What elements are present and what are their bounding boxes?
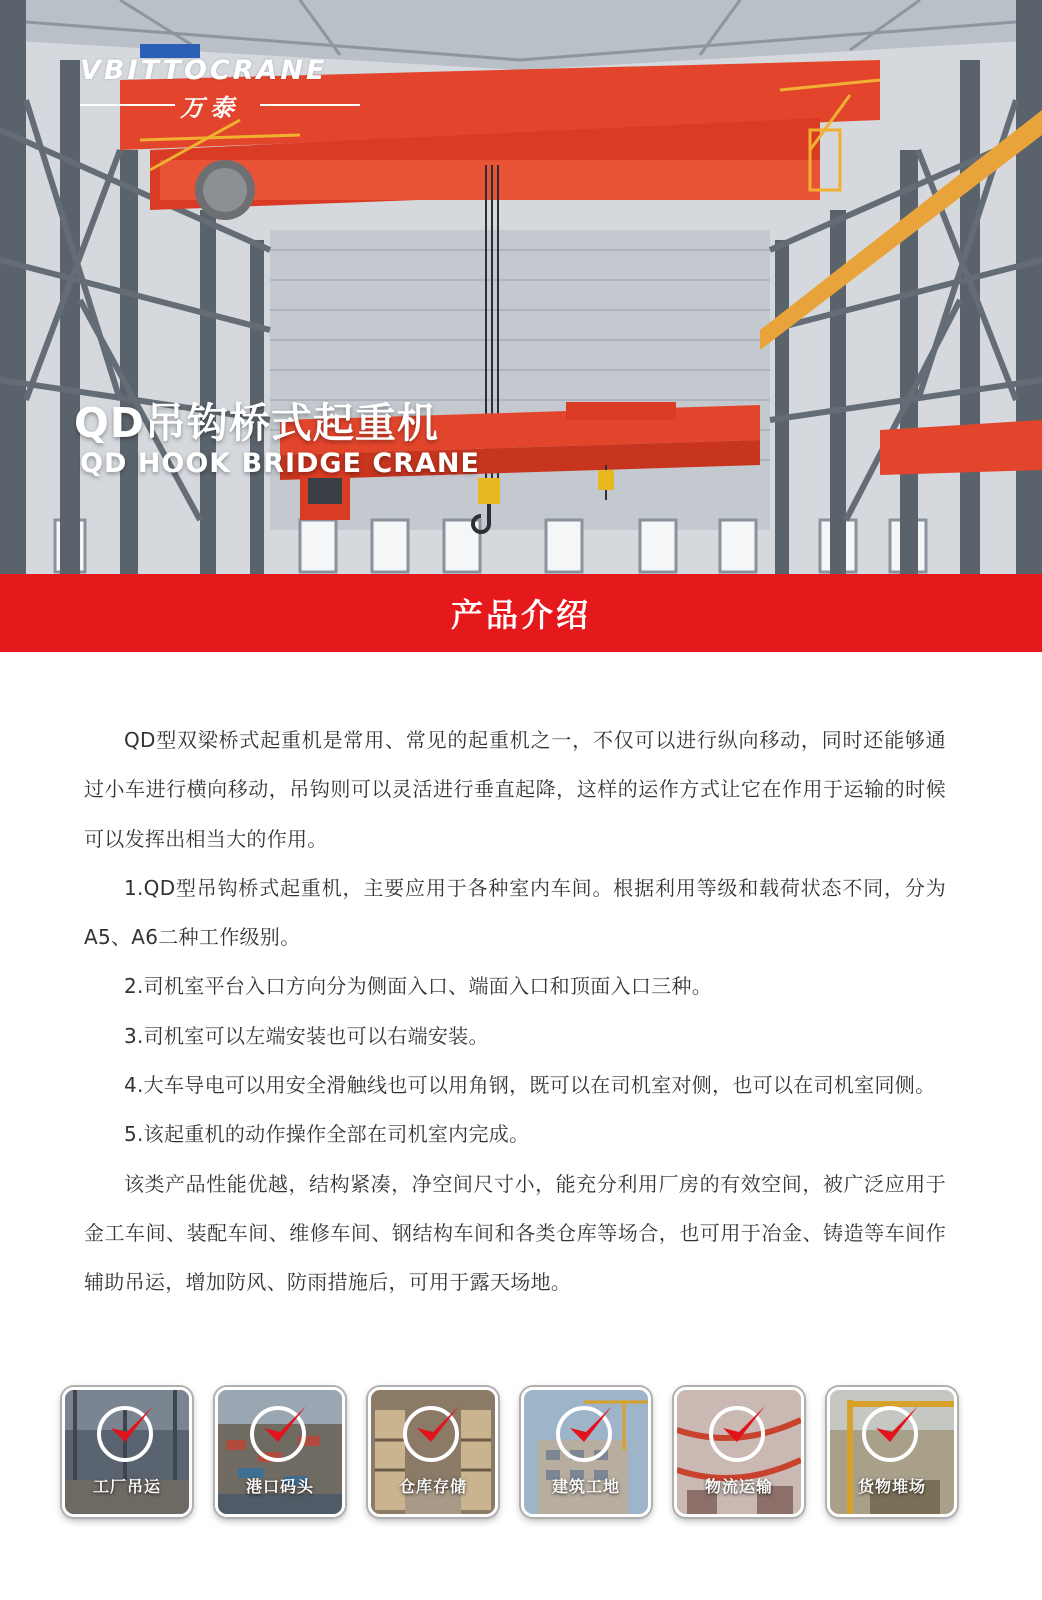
logo-cn-row [80,88,380,122]
logo-divider-left [80,104,175,106]
application-label: 建筑工地 [551,1477,620,1496]
logo-cn-text: 万泰 [180,94,240,122]
application-label: 货物堆场 [857,1477,926,1496]
check-icon [403,1406,459,1462]
product-subtitle: QD HOOK BRIDGE CRANE [80,448,480,479]
check-icon [250,1406,306,1462]
check-icon [556,1406,612,1462]
section-title: 产品介绍 [450,596,591,634]
application-tile-yard [827,1387,957,1517]
description-paragraph: 该类产品性能优越，结构紧凑，净空间尺寸小，能充分利用厂房的有效空间，被广泛应用于金工车间、装配车间、维修车间、钢结构车间和各类仓库等场合，也可用于冶金、铸造等车间作辅助吊运，增加防风、防雨措施后，可用于露天场地。 [84,1171,946,1295]
brand-logo [80,55,380,122]
product-description [84,716,946,1308]
application-label: 港口码头 [245,1477,314,1496]
application-label: 仓库存储 [398,1477,467,1496]
description-paragraph: 4.大车导电可以用安全滑触线也可以用角钢，既可以在司机室对侧，也可以在司机室同侧。 [124,1073,936,1098]
application-tile-port [215,1387,345,1517]
description-paragraph: QD型双梁桥式起重机是常用、常见的起重机之一，不仅可以进行纵向移动，同时还能够通过小车进行横向移动，吊钩则可以灵活进行垂直起降，这样的运作方式让它在作用于运输的时候可以发挥出相当大的作用。 [84,728,946,851]
check-icon [862,1406,918,1462]
application-tile-logistics [674,1387,804,1517]
application-tile-warehouse [368,1387,498,1517]
check-icon [709,1406,765,1462]
logo-wordmark: VBITTOCRANE [80,55,328,86]
section-banner [0,574,1042,652]
description-paragraph: 5.该起重机的动作操作全部在司机室内完成。 [124,1122,530,1147]
check-icon [97,1406,153,1462]
application-scenarios [62,1387,952,1523]
application-label: 物流运输 [704,1477,773,1496]
application-label: 工厂吊运 [92,1477,161,1496]
application-tile-factory [62,1387,192,1517]
application-tile-construction [521,1387,651,1517]
description-paragraph: 2.司机室平台入口方向分为侧面入口、端面入口和顶面入口三种。 [124,974,713,999]
description-paragraph: 3.司机室可以左端安装也可以右端安装。 [124,1023,489,1048]
hero-banner [0,0,1042,590]
product-title: QD吊钩桥式起重机 [74,399,439,447]
description-paragraph: 1.QD型吊钩桥式起重机，主要应用于各种室内车间。根据利用等级和载荷状态不同，分为A5、A6二种工作级别。 [84,875,946,950]
logo-divider-right [260,104,360,106]
